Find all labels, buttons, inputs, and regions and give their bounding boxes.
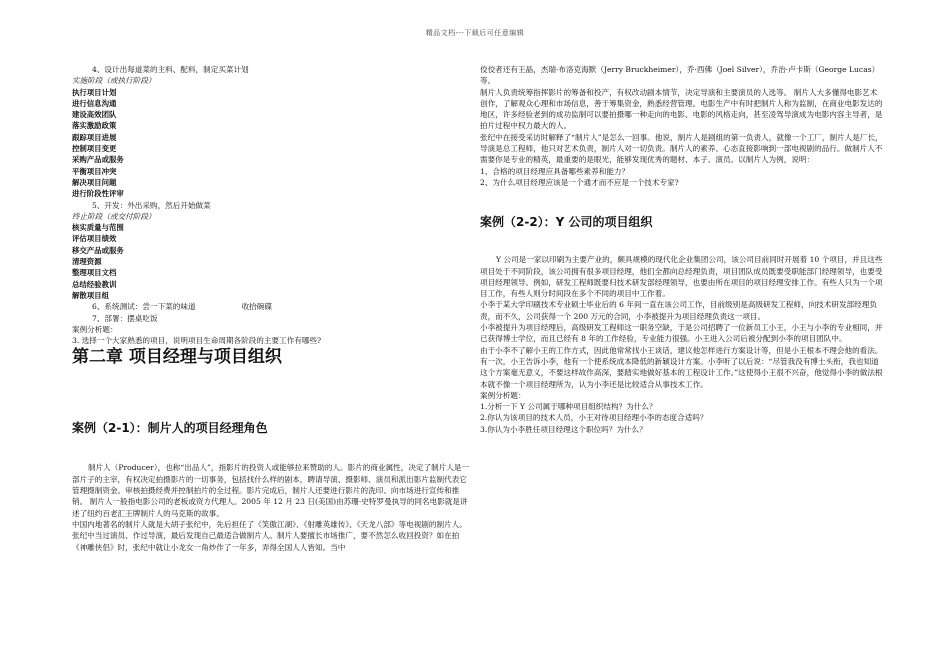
question-item: 3.你认为小李胜任项目经理这个职位吗？为什么？ — [480, 424, 647, 434]
paragraph: 佼佼者还有王晶，杰瑞·布洛克海默（Jerry Bruckheimer），乔·西佛（Joel Silver），乔治·卢卡斯（George Lucas）等。 — [480, 65, 880, 86]
case-title: 案例（2-1）：制片人的项目经理角色 — [72, 421, 268, 436]
end-items-list — [72, 222, 472, 301]
question-item: 1.分析一下 Y 公司属于哪种项目组织结构？为什么？ — [480, 402, 657, 412]
paragraph: 张纪中在接受采访时解释了“制片人”是怎么一回事。他说，制片人是剧组的第一负责人，就像一个工厂，制片人是厂长，导演是总工程师，他只对艺术负责，制片人对一切负责。制片人的素养、心态直接影响到一部电视剧的品行。做制片人不需要你是专业的精英，最重要的是眼光，能够发现优秀的题材、本子、演员。以制片人为例，说明： — [480, 132, 883, 165]
list-item: 平衡项目冲突 — [72, 166, 117, 176]
list-item: 核实质量与范围 — [72, 223, 124, 233]
step6-text: 6、系统测试：尝一下菜的味道 — [92, 302, 196, 312]
paragraph: 制片人（Producer），也称“出品人”，指影片的投资人或能够拉来赞助的人。影片的商业属性，决定了制片人是一部片子的主宰，有权决定拍摄影片的一切事务，包括找什么样的剧本，聘请导演、摄影师、演员和派出影片监制代表它管理摄制资金。审核拍摄经费并控制拍片的全过程。影片完成后，制片人还要进行影片的洗印、向市场进行宣传和推销。 制片人一般指电影公司的老板或资方代理人。2005 年 12 月 23 日(美国)由苏珊·史特罗曼执导的同名电影就是讲述了纽约百老汇王牌制片人的马克斯的故事。 — [72, 463, 470, 518]
step7-line: 7、部署：摆桌吃饭 — [92, 313, 158, 323]
list-item: 整理项目文档 — [72, 268, 117, 278]
paragraph: 中国内地著名的制片人就是大胡子张纪中，先后担任了《笑傲江湖》、《射雕英雄传》、《天龙八部》等电视剧的制片人。张纪中当过演员、作过导演，最后发现自己最适合做制片人。制片人要擅长市场推广，要不然怎么收回投资？如在拍《神雕侠侣》时，张纪中就让小龙女一角炒作了一年多，弄得全国人人皆知。当中 — [72, 519, 467, 552]
list-item: 执行项目计划 — [72, 87, 117, 97]
page-header: 精品文档---下载后可任意编辑 — [425, 29, 525, 37]
paragraph: Y 公司是一家以印刷为主要产业的，颇具规模的现代化企业集团公司，该公司目前同时开展着 10 个项目，并且这些项目处于不同阶段，该公司拥有很多项目经理，他们全都向总经理负责，项目团队成员既要受职能部门经理领导，也要受项目经理领导。例如，研发工程师既要归技术研发部经理领导，也要由所在项目的项目经理安排工作。有些人只为一个项目工作，有些人则分时间段在多个不同的项目中工作着。 — [480, 255, 883, 299]
analysis-label: 案例分析题： — [72, 324, 118, 334]
list-item: 解散项目组 — [72, 290, 109, 300]
list-item: 跟踪项目进展 — [72, 132, 117, 142]
phase-end-heading: 终止阶段（或交付阶段） — [72, 211, 156, 221]
list-item: 解决项目问题 — [72, 177, 117, 187]
left-column — [72, 64, 472, 553]
list-item: 评估项目绩效 — [72, 234, 117, 244]
step5-line: 5、开发：外出采购，然后开始做菜 — [92, 200, 211, 210]
analysis-question: 3. 选择一个大家熟悉的项目，说明项目生命周期各阶段的主要工作有哪些? — [72, 336, 322, 346]
paragraph: 制片人负责统筹指挥影片的筹备和投产，有权改动剧本情节，决定导演和主要演员的人选等。 制片人大多懂得电影艺术创作，了解观众心理和市场信息，善于筹集资金，熟悉经营管理。电影生产中有时把制片人称为监制，在商业电影发达的地区，许多经验老到的成功监制可以要拍摄哪一种走向的电影、电影的风格走向，甚至凌驾导演成为电影内容主导者，是拍片过程中权力最大的人。 — [480, 87, 883, 131]
list-item: 进行阶段性评审 — [72, 189, 124, 199]
question-item: 2.你认为该项目的技术人员，小王对待项目经理小李的态度合适吗？ — [480, 413, 708, 423]
intro-line: 4、设计出每道菜的主料、配料，制定买菜计划 — [92, 65, 249, 74]
paragraph: 小李被提升为项目经理后，高级研发工程师这一职务空缺，于是公司招聘了一位新员工小王，小王与小李的专业相同，并已获得博士学位，而且已经有 8 年的工作经验，专业能力很强。小王进入公司后被分配到小李的项目团队中。 — [480, 323, 883, 344]
list-item: 采购产品或服务 — [72, 155, 124, 165]
list-item: 总结经验教训 — [72, 279, 117, 289]
right-column — [480, 64, 884, 435]
paragraph: 由于小李不了解小王的工作方式，因此他常常找小王谈话，建议他怎样进行方案设计等，但是小王根本不理会他的看法。有一次，小王告诉小李，他有一个使系统成本降低的新颖设计方案。小李听了以后说：“尽管我没有博士头衔，我也知道这个方案毫无意义，不要这样故作高深，要踏实地做好基本的工程设计工作。”这使得小王很不兴奋，他觉得小李的做法根本就不像一个项目经理所为，认为小李还是比较适合从事技术工作。 — [480, 345, 883, 389]
list-item: 进行信息沟通 — [72, 98, 117, 108]
analysis-label: 案例分析题： — [480, 390, 526, 400]
list-item: 移交产品或服务 — [72, 245, 124, 255]
case-title: 案例（2-2）：Y 公司的项目组织 — [480, 215, 653, 230]
step6-extra: 收拾碗碟 — [241, 302, 272, 312]
list-item: 控制项目变更 — [72, 144, 117, 154]
step6-line — [72, 301, 472, 312]
paragraph: 小李于某大学印刷技术专业硕士毕业后的 6 年间一直在该公司工作，目前级别是高级研发工程师，向技术研发部经理负责，而不久，公司获得一个 200 万元的合同，小李被提升为项目经理负责这一项目。 — [480, 300, 877, 321]
list-item: 建设高效团队 — [72, 110, 117, 120]
chapter-title: 第二章 项目经理与项目组织 — [72, 347, 282, 368]
question-item: 2、为什么项目经理应该是一个通才而不应是一个技术专家? — [480, 177, 679, 187]
question-item: 1、合格的项目经理应具备哪些素养和能力？ — [480, 166, 630, 176]
list-item: 清理资源 — [72, 257, 102, 267]
phase-exec-heading: 实施阶段（或执行阶段） — [72, 76, 156, 86]
exec-items-list — [72, 87, 472, 200]
list-item: 落实激励政策 — [72, 121, 117, 131]
